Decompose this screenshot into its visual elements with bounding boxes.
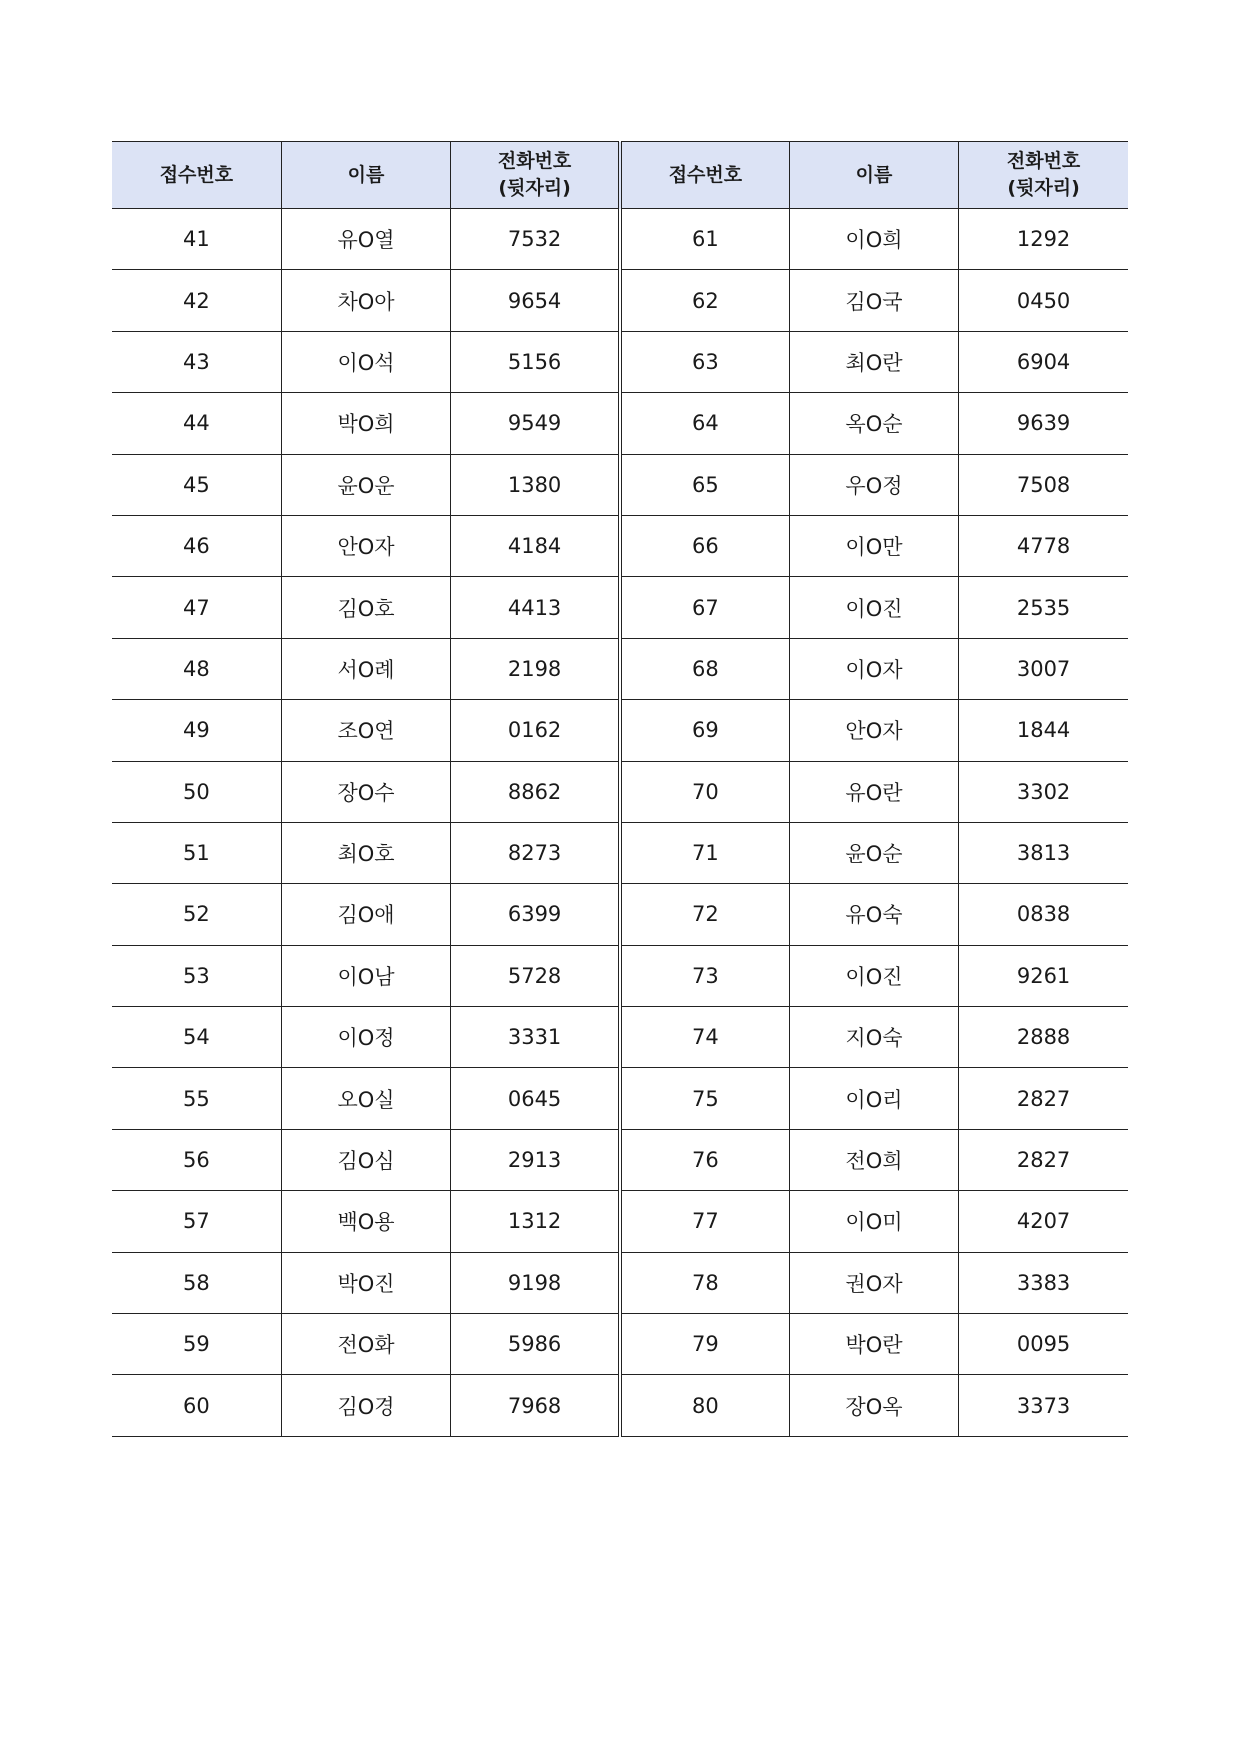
table-row: [112, 331, 1128, 392]
table-row: [112, 393, 1128, 454]
name-cell-left: 김O호: [281, 577, 450, 638]
name-cell-right: 권O자: [789, 1252, 958, 1313]
receipt-no-cell-left: 52: [112, 884, 281, 945]
receipt-no-cell-left: 46: [112, 515, 281, 576]
table-body: [112, 209, 1128, 1437]
name-cell-right: 지O숙: [789, 1007, 958, 1068]
phone-cell-right: 0095: [959, 1314, 1128, 1375]
phone-cell-left: 4413: [451, 577, 620, 638]
phone-cell-right: 1844: [959, 700, 1128, 761]
phone-cell-left: 5728: [451, 945, 620, 1006]
name-cell-left: 조O연: [281, 700, 450, 761]
name-cell-right: 이O진: [789, 945, 958, 1006]
header-phone-right: [959, 142, 1128, 209]
phone-cell-left: 9198: [451, 1252, 620, 1313]
phone-cell-right: 9639: [959, 393, 1128, 454]
header-phone-line2: (뒷자리): [1007, 177, 1080, 199]
phone-cell-left: 8273: [451, 822, 620, 883]
name-cell-left: 김O애: [281, 884, 450, 945]
name-cell-right: 이O진: [789, 577, 958, 638]
phone-cell-right: 2827: [959, 1129, 1128, 1190]
table-row: [112, 1314, 1128, 1375]
name-cell-left: 이O남: [281, 945, 450, 1006]
name-cell-right: 최O란: [789, 331, 958, 392]
name-cell-left: 안O자: [281, 515, 450, 576]
phone-cell-right: 0838: [959, 884, 1128, 945]
name-cell-left: 김O심: [281, 1129, 450, 1190]
receipt-no-cell-left: 56: [112, 1129, 281, 1190]
name-cell-right: 이O미: [789, 1191, 958, 1252]
receipt-no-cell-left: 43: [112, 331, 281, 392]
receipt-no-cell-left: 57: [112, 1191, 281, 1252]
phone-cell-left: 6399: [451, 884, 620, 945]
receipt-no-cell-left: 54: [112, 1007, 281, 1068]
name-cell-left: 전O화: [281, 1314, 450, 1375]
table-header: [112, 142, 1128, 209]
table-row: [112, 1191, 1128, 1252]
name-cell-right: 이O만: [789, 515, 958, 576]
table-row: [112, 577, 1128, 638]
phone-cell-left: 2913: [451, 1129, 620, 1190]
phone-cell-right: 3373: [959, 1375, 1128, 1436]
phone-cell-left: 2198: [451, 638, 620, 699]
phone-cell-right: 0450: [959, 270, 1128, 331]
name-cell-left: 차O아: [281, 270, 450, 331]
table-row: [112, 1252, 1128, 1313]
receipt-no-cell-left: 47: [112, 577, 281, 638]
phone-cell-left: 7968: [451, 1375, 620, 1436]
table-row: [112, 209, 1128, 270]
phone-cell-left: 3331: [451, 1007, 620, 1068]
receipt-no-cell-left: 53: [112, 945, 281, 1006]
table-row: [112, 1129, 1128, 1190]
header-phone-line1: 전화번호: [497, 150, 572, 172]
table-row: [112, 822, 1128, 883]
receipt-no-cell-left: 50: [112, 761, 281, 822]
name-cell-right: 전O희: [789, 1129, 958, 1190]
receipt-no-cell-left: 44: [112, 393, 281, 454]
receipt-no-cell-right: 70: [620, 761, 789, 822]
name-cell-right: 유O란: [789, 761, 958, 822]
phone-cell-right: 7508: [959, 454, 1128, 515]
table-row: [112, 1375, 1128, 1436]
name-cell-left: 윤O운: [281, 454, 450, 515]
name-cell-left: 백O용: [281, 1191, 450, 1252]
receipt-no-cell-right: 71: [620, 822, 789, 883]
table-row: [112, 884, 1128, 945]
receipt-no-cell-right: 76: [620, 1129, 789, 1190]
name-cell-right: 옥O순: [789, 393, 958, 454]
receipt-no-cell-right: 73: [620, 945, 789, 1006]
roster-table-container: [112, 141, 1128, 1437]
name-cell-right: 유O숙: [789, 884, 958, 945]
name-cell-right: 김O국: [789, 270, 958, 331]
phone-cell-right: 3813: [959, 822, 1128, 883]
receipt-no-cell-left: 59: [112, 1314, 281, 1375]
header-name-left: 이름: [281, 142, 450, 209]
phone-cell-left: 5986: [451, 1314, 620, 1375]
table-row: [112, 1068, 1128, 1129]
phone-cell-left: 7532: [451, 209, 620, 270]
receipt-no-cell-right: 80: [620, 1375, 789, 1436]
receipt-no-cell-right: 78: [620, 1252, 789, 1313]
phone-cell-right: 2827: [959, 1068, 1128, 1129]
table-row: [112, 270, 1128, 331]
name-cell-right: 박O란: [789, 1314, 958, 1375]
roster-table: [112, 141, 1128, 1437]
name-cell-left: 이O정: [281, 1007, 450, 1068]
receipt-no-cell-right: 79: [620, 1314, 789, 1375]
phone-cell-left: 1312: [451, 1191, 620, 1252]
receipt-no-cell-right: 62: [620, 270, 789, 331]
header-phone-line2: (뒷자리): [498, 177, 571, 199]
receipt-no-cell-right: 63: [620, 331, 789, 392]
name-cell-left: 장O수: [281, 761, 450, 822]
phone-cell-left: 1380: [451, 454, 620, 515]
receipt-no-cell-right: 66: [620, 515, 789, 576]
receipt-no-cell-left: 48: [112, 638, 281, 699]
receipt-no-cell-right: 68: [620, 638, 789, 699]
name-cell-left: 유O열: [281, 209, 450, 270]
receipt-no-cell-left: 41: [112, 209, 281, 270]
phone-cell-right: 9261: [959, 945, 1128, 1006]
receipt-no-cell-left: 42: [112, 270, 281, 331]
header-row: [112, 142, 1128, 209]
name-cell-left: 최O호: [281, 822, 450, 883]
table-row: [112, 945, 1128, 1006]
receipt-no-cell-right: 65: [620, 454, 789, 515]
receipt-no-cell-left: 45: [112, 454, 281, 515]
header-receipt-no-left: 접수번호: [112, 142, 281, 209]
name-cell-right: 우O정: [789, 454, 958, 515]
phone-cell-left: 9654: [451, 270, 620, 331]
receipt-no-cell-right: 75: [620, 1068, 789, 1129]
name-cell-left: 김O경: [281, 1375, 450, 1436]
name-cell-right: 이O리: [789, 1068, 958, 1129]
receipt-no-cell-right: 74: [620, 1007, 789, 1068]
header-name-right: 이름: [789, 142, 958, 209]
table-row: [112, 761, 1128, 822]
receipt-no-cell-left: 60: [112, 1375, 281, 1436]
table-row: [112, 638, 1128, 699]
name-cell-right: 장O옥: [789, 1375, 958, 1436]
phone-cell-right: 3383: [959, 1252, 1128, 1313]
name-cell-left: 이O석: [281, 331, 450, 392]
receipt-no-cell-left: 51: [112, 822, 281, 883]
receipt-no-cell-left: 55: [112, 1068, 281, 1129]
receipt-no-cell-left: 49: [112, 700, 281, 761]
name-cell-left: 오O실: [281, 1068, 450, 1129]
phone-cell-left: 8862: [451, 761, 620, 822]
name-cell-left: 서O례: [281, 638, 450, 699]
table-row: [112, 515, 1128, 576]
header-phone-left: [451, 142, 620, 209]
receipt-no-cell-right: 67: [620, 577, 789, 638]
phone-cell-right: 4207: [959, 1191, 1128, 1252]
header-receipt-no-right: 접수번호: [620, 142, 789, 209]
receipt-no-cell-right: 77: [620, 1191, 789, 1252]
receipt-no-cell-right: 61: [620, 209, 789, 270]
phone-cell-left: 0645: [451, 1068, 620, 1129]
phone-cell-left: 5156: [451, 331, 620, 392]
phone-cell-left: 9549: [451, 393, 620, 454]
receipt-no-cell-right: 72: [620, 884, 789, 945]
name-cell-left: 박O희: [281, 393, 450, 454]
name-cell-right: 이O희: [789, 209, 958, 270]
receipt-no-cell-left: 58: [112, 1252, 281, 1313]
phone-cell-right: 3302: [959, 761, 1128, 822]
phone-cell-right: 3007: [959, 638, 1128, 699]
name-cell-right: 이O자: [789, 638, 958, 699]
phone-cell-right: 2535: [959, 577, 1128, 638]
phone-cell-right: 6904: [959, 331, 1128, 392]
phone-cell-right: 1292: [959, 209, 1128, 270]
phone-cell-right: 2888: [959, 1007, 1128, 1068]
receipt-no-cell-right: 64: [620, 393, 789, 454]
name-cell-left: 박O진: [281, 1252, 450, 1313]
phone-cell-right: 4778: [959, 515, 1128, 576]
name-cell-right: 윤O순: [789, 822, 958, 883]
name-cell-right: 안O자: [789, 700, 958, 761]
receipt-no-cell-right: 69: [620, 700, 789, 761]
table-row: [112, 700, 1128, 761]
table-row: [112, 454, 1128, 515]
phone-cell-left: 0162: [451, 700, 620, 761]
header-phone-line1: 전화번호: [1006, 150, 1081, 172]
phone-cell-left: 4184: [451, 515, 620, 576]
table-row: [112, 1007, 1128, 1068]
